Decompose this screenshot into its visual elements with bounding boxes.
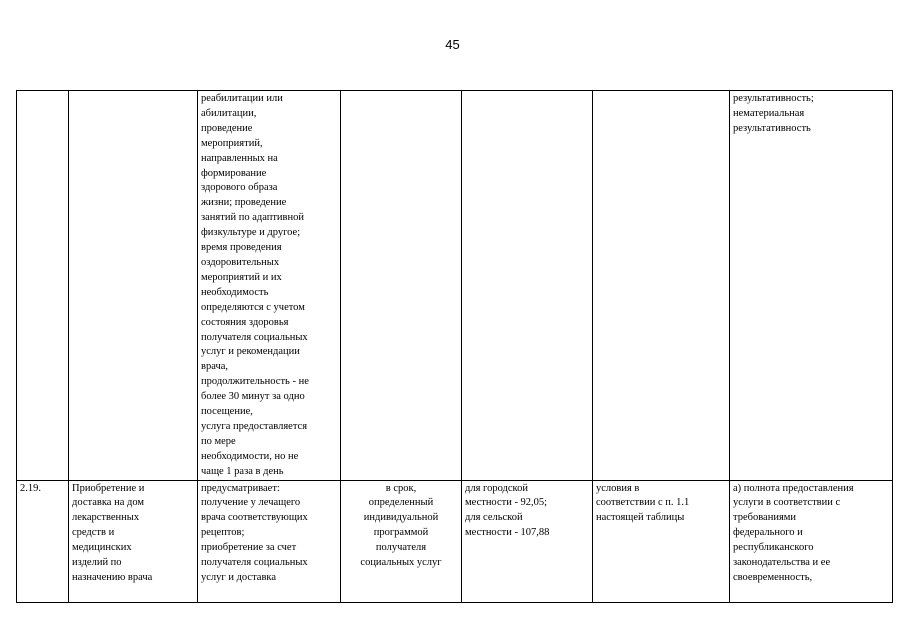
cell-tariff: для городской местности - 92,05; для сельской местности - 107,88: [462, 480, 593, 602]
cell-number: [17, 91, 69, 481]
cell-quality: результативность; нематериальная результативность: [730, 91, 893, 481]
cell-conditions: [593, 91, 730, 481]
cell-service-name: Приобретение и доставка на дом лекарственных средств и медицинских изделий по назначению врача: [69, 480, 198, 602]
cell-service-name: [69, 91, 198, 481]
cell-description: предусматривает: получение у лечащего врача соответствующих рецептов; приобретение за счет получателя социальных услуг и доставка: [198, 480, 341, 602]
cell-quality: а) полнота предоставления услуги в соответствии с требованиями федерального и республиканского законодательства и ее своевременность,: [730, 480, 893, 602]
cell-number: 2.19.: [17, 480, 69, 602]
table-row: [17, 480, 893, 602]
services-table: [16, 90, 893, 603]
table-row: [17, 91, 893, 481]
cell-term: в срок, определенный индивидуальной программой получателя социальных услуг: [341, 480, 462, 602]
cell-tariff: [462, 91, 593, 481]
cell-term: [341, 91, 462, 481]
page-number: 45: [445, 37, 460, 52]
cell-conditions: условия в соответствии с п. 1.1 настоящей таблицы: [593, 480, 730, 602]
cell-description: реабилитации или абилитации, проведение мероприятий, направленных на формирование здорового образа жизни; проведение занятий по адаптивной физкультуре и другое; время проведения оздоровительных мероприятий и их необходимость определяются с учетом состояния здоровья получателя социальных услуг и рекомендации врача, продолжительность - не более 30 минут за одно посещение, услуга предоставляется по мере необходимости, но не чаще 1 раза в день: [198, 91, 341, 481]
